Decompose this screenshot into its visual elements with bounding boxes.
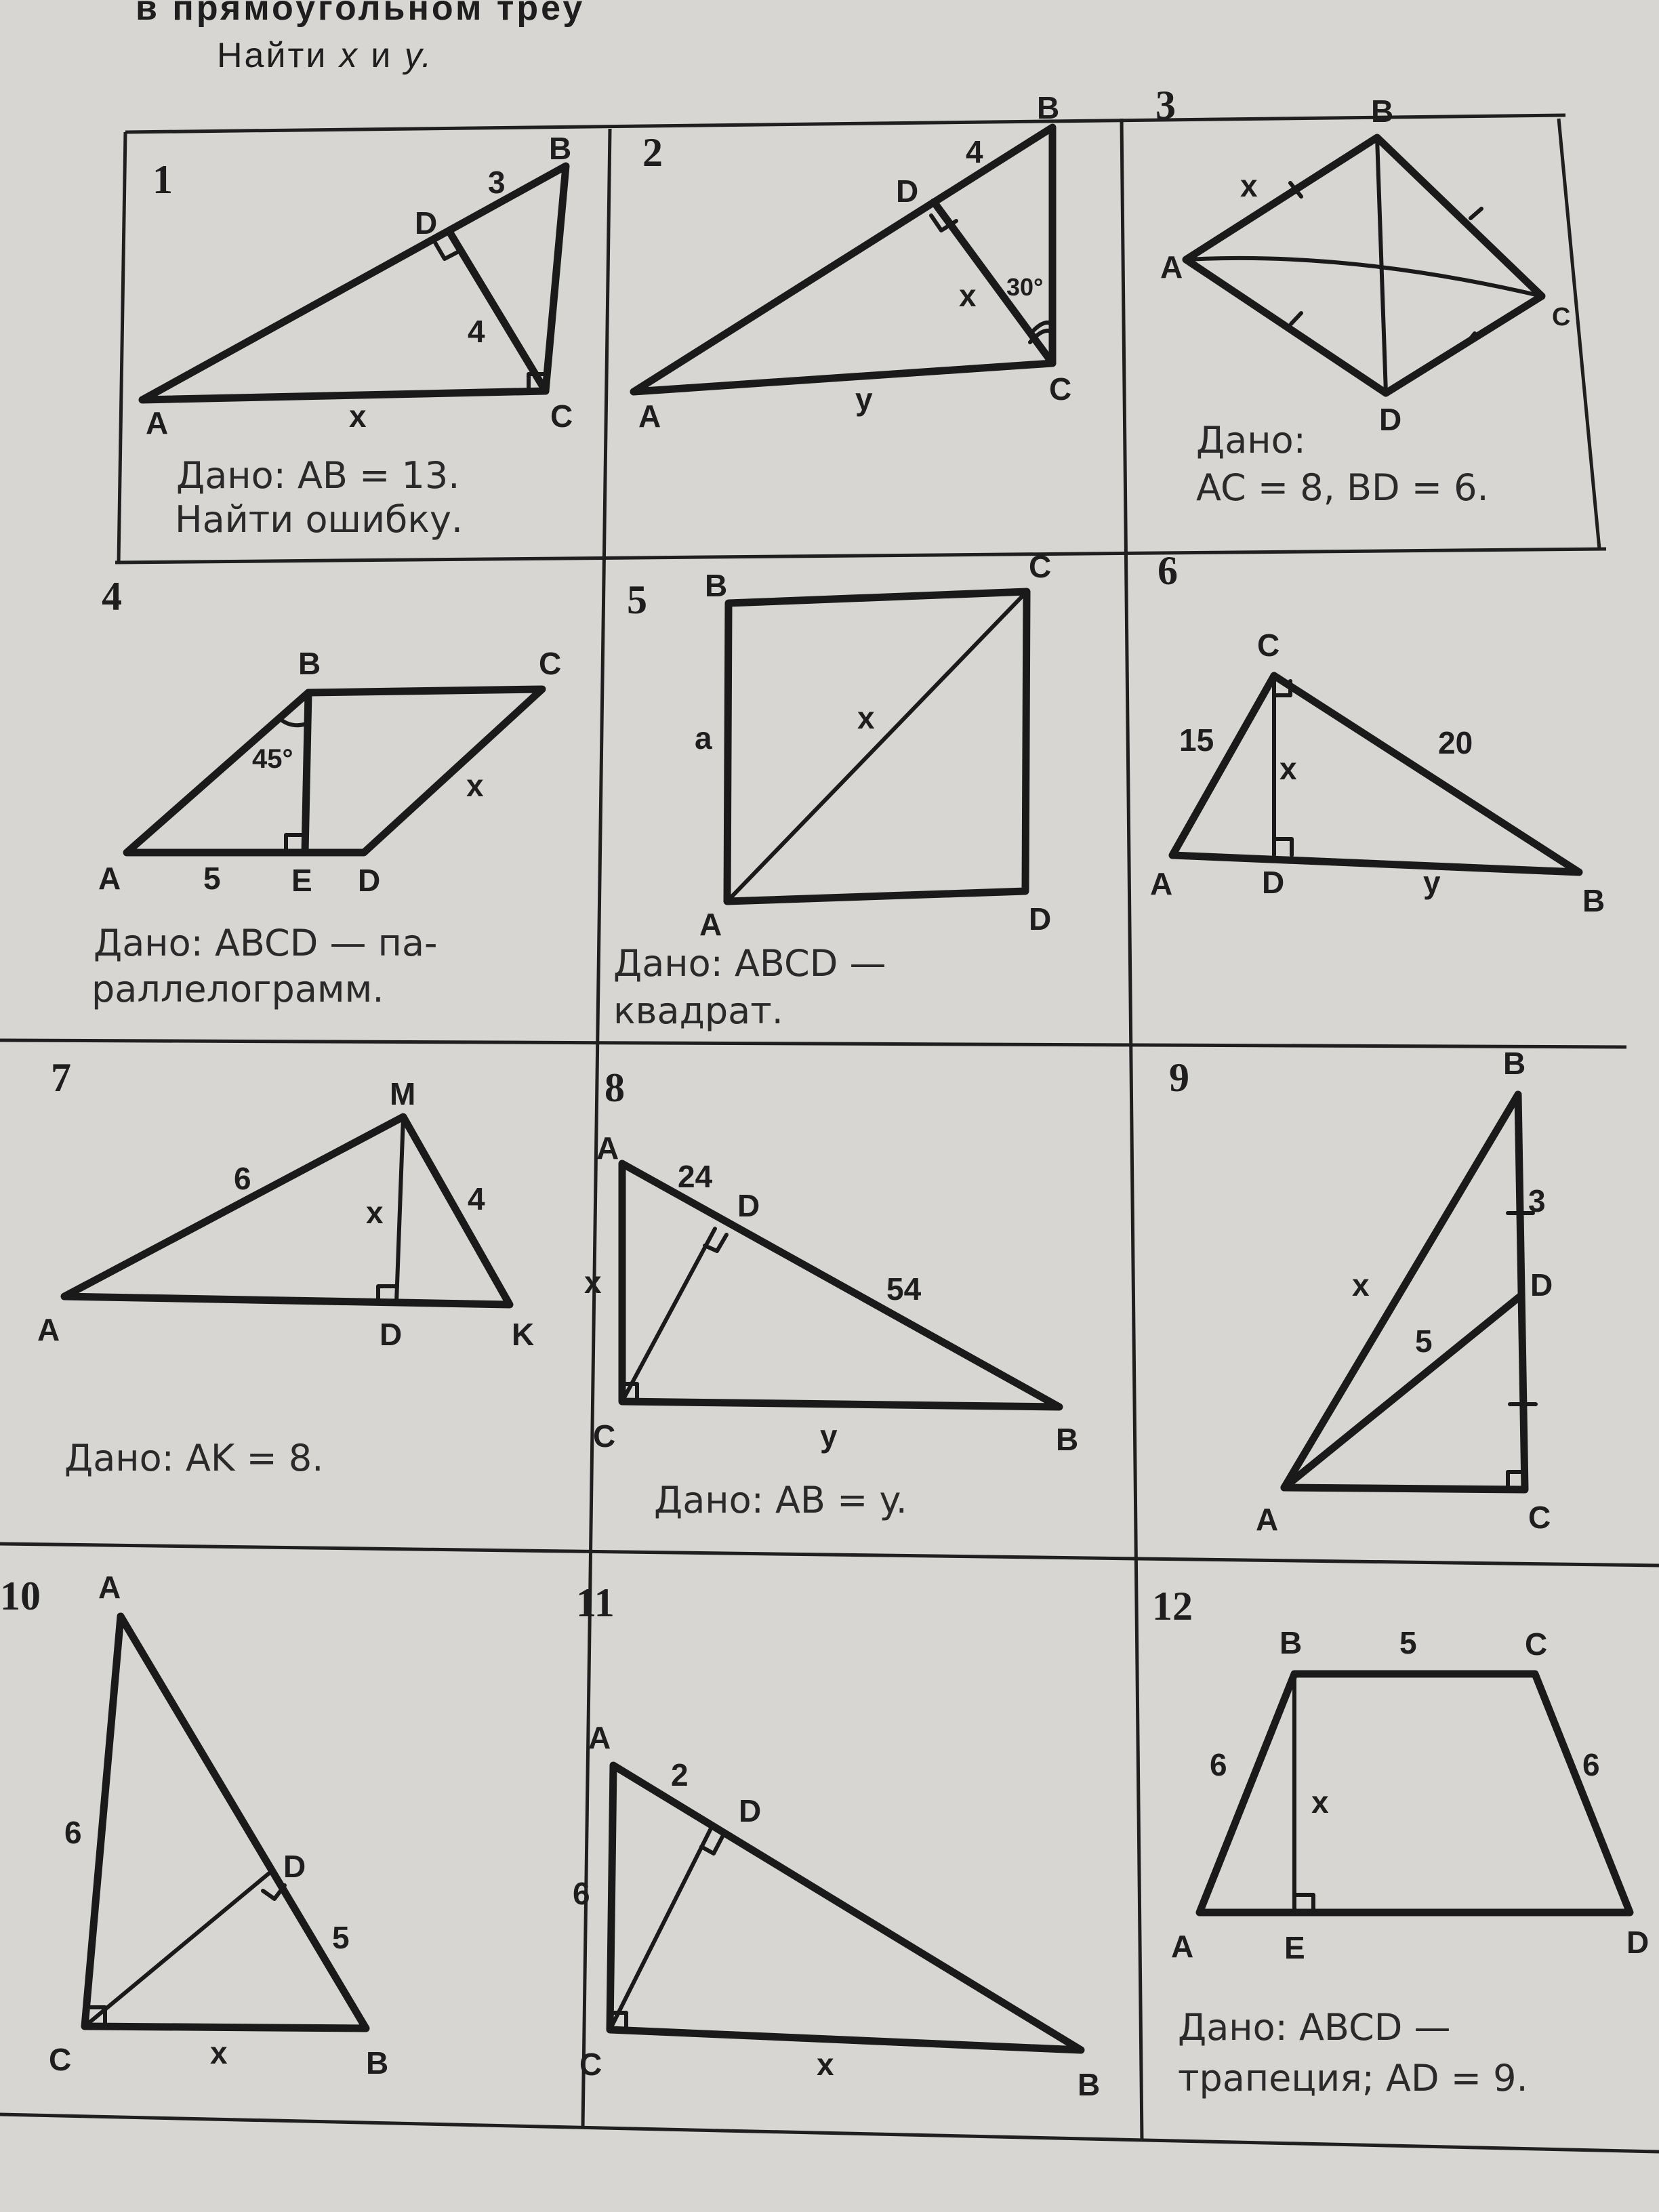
triangle-abc: [1284, 1094, 1525, 1490]
problem-12: [1152, 1584, 1649, 2100]
side-value: 3: [488, 165, 506, 200]
problem-number: 8: [605, 1065, 625, 1110]
point-label: M: [390, 1076, 416, 1111]
side-value: x: [1352, 1267, 1370, 1303]
given-text: Дано: AB = y.: [654, 1479, 907, 1521]
point-label: A: [596, 1130, 619, 1166]
given-text: раллелограмм.: [91, 968, 384, 1010]
problem-number: 12: [1152, 1584, 1193, 1629]
side-value: x: [366, 1195, 384, 1230]
tick-mark: [1291, 313, 1301, 324]
point-label: A: [146, 405, 169, 441]
segment-cd: [85, 1870, 272, 2026]
problem-6: [1150, 548, 1605, 918]
triangle-abc: [634, 127, 1052, 392]
point-label: B: [1582, 883, 1605, 918]
altitude-cd: [622, 1229, 715, 1401]
angle-value: 45°: [252, 744, 293, 774]
problem-5: [613, 549, 1051, 1032]
side-value: 20: [1438, 725, 1473, 760]
problem-number: 6: [1158, 548, 1178, 593]
side-value: x: [1240, 168, 1258, 203]
grid-line-top: [125, 115, 1565, 132]
side-value: x: [959, 278, 977, 313]
altitude-cd: [610, 1830, 710, 2030]
tick-mark: [1471, 209, 1481, 218]
problem-2: [634, 90, 1071, 434]
altitude-be: [305, 693, 308, 853]
point-label: C: [539, 646, 562, 681]
point-label: A: [1171, 1929, 1194, 1964]
point-label: A: [1160, 249, 1183, 285]
point-label: B: [1056, 1422, 1079, 1457]
grid-line-bottom: [0, 2114, 1659, 2152]
problem-7: [37, 1055, 534, 1479]
point-label: B: [1078, 2067, 1101, 2102]
point-label: B: [1037, 90, 1060, 125]
point-label: D: [415, 205, 438, 241]
side-value: 2: [671, 1757, 689, 1793]
side-value: x: [817, 2047, 834, 2082]
side-value: 3: [1528, 1183, 1546, 1218]
header-conj: и: [371, 36, 393, 75]
point-label: C: [579, 2047, 602, 2082]
point-label: D: [1530, 1267, 1553, 1303]
angle-value: 30°: [1006, 273, 1044, 301]
point-label: A: [37, 1312, 60, 1347]
triangle-acb: [85, 1616, 366, 2028]
side-value: 5: [203, 861, 221, 896]
point-label: D: [1262, 865, 1285, 900]
point-label: C: [550, 398, 573, 434]
grid-line-row1: [115, 549, 1606, 562]
problem-number: 11: [576, 1580, 615, 1625]
triangle-acb: [622, 1164, 1059, 1407]
side-value: 4: [966, 134, 983, 169]
problem-4: [91, 574, 561, 1010]
right-angle-mark-d: [1274, 839, 1292, 855]
grid-line-left: [119, 132, 125, 562]
point-label: C: [1552, 303, 1571, 331]
problem-number: 10: [0, 1574, 41, 1618]
point-label: B: [1503, 1046, 1526, 1081]
given-text: Дано: ABCD — па-: [94, 922, 438, 964]
grid-line-right: [1559, 119, 1599, 549]
side-value: 4: [468, 314, 485, 349]
given-text: Дано: ABCD —: [613, 942, 886, 985]
side-value: 15: [1179, 722, 1214, 758]
point-label: B: [298, 646, 321, 681]
angle-arc: [279, 718, 306, 725]
problem-9: [1169, 1046, 1553, 1537]
altitude-cd: [451, 234, 546, 391]
diagonal-ac: [1186, 258, 1542, 296]
side-value: 5: [1415, 1324, 1433, 1359]
point-label: D: [1379, 402, 1402, 437]
diagonal-ac: [727, 592, 1027, 901]
point-label: B: [705, 568, 728, 603]
table-grid: [0, 115, 1659, 2152]
right-angle-mark-d: [263, 1885, 285, 1899]
side-value: 6: [1582, 1747, 1600, 1782]
problem-number: 1: [152, 157, 173, 202]
triangle-acb: [610, 1765, 1081, 2050]
triangle-amk: [64, 1117, 510, 1305]
problem-8: [584, 1065, 1078, 1521]
segment-ad: [1284, 1296, 1521, 1488]
point-label: A: [1150, 866, 1173, 901]
given-text: Дано: ABCD —: [1178, 2006, 1451, 2049]
grid-line-row2: [0, 1040, 1626, 1047]
triangle-abc: [1172, 676, 1579, 872]
header-var-y: y.: [404, 36, 434, 75]
point-label: A: [98, 861, 121, 896]
point-label: A: [98, 1570, 121, 1605]
triangle-abc: [142, 166, 566, 400]
side-value: x: [857, 700, 875, 735]
side-value: x: [349, 398, 367, 434]
point-label: D: [739, 1793, 762, 1828]
point-label: D: [737, 1188, 760, 1223]
grid-line-row3: [0, 1544, 1659, 1565]
side-value: 6: [64, 1815, 82, 1850]
side-value: x: [584, 1265, 602, 1300]
side-value: y: [1423, 865, 1441, 900]
side-value: x: [1311, 1784, 1329, 1820]
side-value: x: [1279, 751, 1297, 786]
point-label: D: [283, 1849, 306, 1884]
side-value: 5: [1399, 1625, 1417, 1660]
point-label: A: [638, 398, 661, 434]
side-value: 6: [1210, 1747, 1227, 1782]
point-label: D: [1029, 901, 1052, 937]
point-label: A: [699, 907, 722, 942]
header-find-word: Найти: [217, 36, 328, 75]
point-label: A: [1256, 1502, 1279, 1537]
problem-number: 9: [1169, 1055, 1189, 1100]
point-label: E: [291, 863, 312, 898]
problem-number: 2: [642, 130, 663, 175]
side-value: 24: [678, 1159, 713, 1194]
problem-number: 4: [102, 574, 122, 619]
side-value: 4: [468, 1181, 485, 1216]
point-label: C: [49, 2042, 72, 2077]
point-label: B: [1279, 1625, 1303, 1660]
side-value: 6: [573, 1876, 590, 1911]
side-value: 5: [332, 1920, 350, 1955]
side-value: x: [210, 2035, 228, 2070]
point-label: B: [1371, 94, 1394, 129]
altitude-md: [396, 1117, 403, 1303]
grid-line-col2: [1122, 119, 1142, 2142]
point-label: C: [593, 1418, 616, 1454]
problem-10: [0, 1570, 388, 2081]
point-label: C: [1029, 549, 1052, 584]
side-value: 6: [234, 1161, 251, 1196]
side-value: 54: [886, 1271, 922, 1307]
problem-3: [1155, 83, 1570, 509]
point-label: D: [358, 863, 381, 898]
given-text: Дано: AK = 8.: [64, 1437, 324, 1479]
given-text: AC = 8, BD = 6.: [1196, 466, 1489, 509]
problem-number: 3: [1155, 83, 1176, 127]
given-text: Дано: AB = 13.: [176, 454, 460, 497]
point-label: C: [1525, 1626, 1548, 1662]
point-label: D: [896, 173, 919, 209]
point-label: K: [512, 1317, 535, 1352]
given-text: Дано:: [1196, 419, 1306, 462]
problem-number: 5: [627, 577, 647, 622]
given-text: трапеция; AD = 9.: [1178, 2057, 1528, 2100]
point-label: D: [380, 1317, 403, 1352]
page-header-line1: в прямоугольном треу: [136, 0, 586, 28]
side-value: x: [466, 768, 484, 803]
side-value: y: [820, 1418, 838, 1454]
side-value: y: [855, 382, 873, 417]
point-label: B: [366, 2045, 389, 2081]
side-value: a: [695, 720, 712, 756]
point-label: E: [1284, 1930, 1305, 1965]
problem-1: [142, 131, 573, 541]
given-text: квадрат.: [613, 989, 783, 1032]
point-label: C: [1049, 371, 1072, 407]
point-label: B: [549, 131, 572, 166]
trapezoid-abcd: [1200, 1674, 1630, 1912]
point-label: D: [1626, 1925, 1650, 1960]
problem-11: [573, 1580, 1100, 2102]
grid-line-col1: [583, 129, 610, 2128]
given-text: Найти ошибку.: [175, 498, 464, 541]
point-label: A: [588, 1720, 611, 1755]
point-label: C: [1528, 1500, 1551, 1535]
point-label: C: [1257, 628, 1280, 663]
problem-number: 7: [51, 1055, 71, 1100]
header-var-x: x: [339, 36, 359, 75]
